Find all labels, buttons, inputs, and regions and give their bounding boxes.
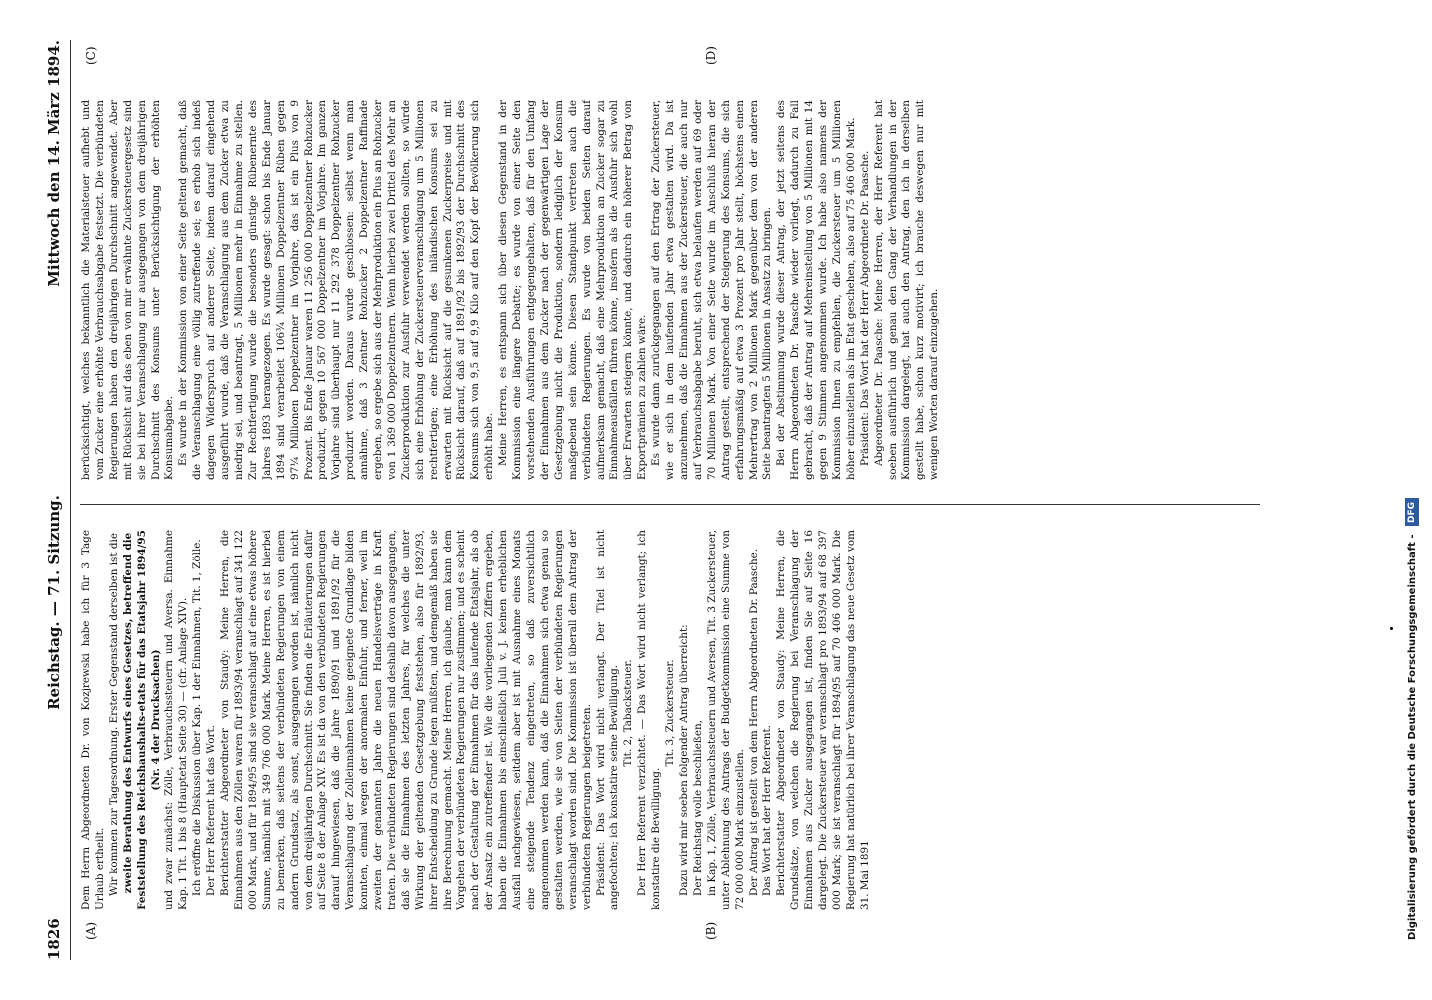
- margin-mark-d: (D): [704, 46, 718, 65]
- motion-line: Der Reichstag wolle beschließen,: [691, 720, 704, 896]
- title-line: Tit. 2, Tabacksteuer.: [622, 659, 635, 767]
- session-date: Mittwoch den 14. März 1894.: [45, 40, 63, 287]
- margin-mark-b: (B): [704, 921, 718, 940]
- paragraph: Es wurde dann zurückgegangen auf den Ertrag der Zuckersteuer, wie er sich in dem laufenden Jahr etwa gestalten wird. Da ist anzunehmen, daß die Einnahmen aus der Zuckersteuer, die auch nur auf Verbrauchsabgabe beruht, sich etwa belaufen werden auf 69 oder 70 Millionen Mark. Von einer Seite wurde im Anschluß hieran der Antrag gestellt, entsprechend der Steigerung des Konsums, die sich erfahrungsmäßig auf etwa 3 Prozent pro Jahr stellt, höchstens einen Mehrertrag von 2 Millionen Mark gegenüber dem von der anderen Seite beantragten 5 Millionen in Ansatz zu bringen.: [650, 100, 774, 480]
- paragraph: Bei der Abstimmung wurde dieser Antrag, der jetzt seitens des Herrn Abgeordneten Dr. Paasche wieder vorliegt, dadurch zu Fall gebracht, daß der Antrag auf Mehreinstellung von 5 Millionen mit 14 gegen 9 Stimmen angenommen wurde. Ich habe also namens der Kommission Ihnen zu empfehlen, die Zuckersteuer um 5 Millionen höher einzustellen als im Etat geschehen, also auf 75 406 000 Mark.: [775, 100, 857, 480]
- header-rule: [70, 40, 71, 960]
- margin-mark-c: (C): [84, 46, 98, 65]
- credit-text: Digitalisierung gefördert durch die Deutsche Forschungsgemeinschaft -: [1406, 534, 1418, 940]
- session-title: Reichstag. — 71. Sitzung.: [45, 495, 63, 710]
- paragraph: Dazu wird mir soeben folgender Antrag überreicht:: [677, 624, 690, 896]
- page-number: 1826: [45, 918, 63, 960]
- paragraph: Es wurde in der Kommission von einer Seite geltend gemacht, daß die Veranschlagung eine völlig zutreffende sei; es erhob sich indeß dagegen Widerspruch auf anderer Seite, indem darauf eingehend ausgeführt wurde, daß die Veranschlagung aus dem Zucker etwa zu niedrig sei, und beantragt, 5 Millionen mehr in Einnahme zu stellen. Zur Rechtfertigung wurde die besonders günstige Rübenernte des Jahres 1893 herangezogen. Es wurde gesagt: schon bis Ende Januar 1894 sind verarbeitet 106¾ Millionen Doppelzentner Rüben gegen 97¼ Millionen Doppelzentner im Vorjahre, das ist ein Plus von 9 Prozent. Bis Ende Januar waren 11 256 000 Doppelzentner Rohzucker produzirt, gegen 10 567 000 Doppelzentner im Vorjahre. Im ganzen Vorjahre sind überhaupt nur 11 292 378 Doppelzentner Rohzucker produzirt worden. Daraus wurde geschlossen: selbst wenn man annähme, daß 3 Zentner Rohzucker 2 Doppelzentner Raffinade ergeben, so ergebe sich aus der Mehrproduktion ein Plus an Rohzucker von 1 369 000 Doppelzentnern. Wenn hierbei zwei Drittel des Mehr an Zuckerproduktion zur Ausfuhr verwendet werden sollten, so würde sich eine Erhöhung der Zuckersteuerveranschlagung um 5 Millionen rechtfertigen; eine Erhöhung des inländischen Konsums sei zu erwarten mit Rücksicht auf die gesunkenen Zuckerpreise und mit Rücksicht darauf, daß auf 1891/92 bis 1892/93 der Durchschnitt des Konsums sich von 9,5 auf 9,9 Kilo auf den Kopf der Bevölkerung sich erhöht habe.: [177, 100, 496, 480]
- column-divider: [80, 504, 1260, 505]
- paragraph: und zwar zunächst: Zölle, Verbrauchssteuern und Aversa. Einnahme Kap. 1 Tit. 1 bis 8 (Hauptetat Seite 30) — (cfr. Anlage XIV).: [163, 530, 190, 910]
- right-column: [80, 100, 1260, 480]
- paragraph: Dem Herrn Abgeordneten Dr. von Kozjrewski habe ich für 3 Tage Urlaub ertheilt.: [80, 530, 106, 910]
- digitization-credit: [1402, 60, 1422, 940]
- stray-mark: [1390, 627, 1393, 630]
- margin-mark-a: (A): [84, 921, 98, 940]
- motion-text: in Kap. 1, Zölle, Verbrauchssteuern und Aversen, Tit. 3 Zuckersteuer, unter Ablehnung des Antrags der Budgetkommission eine Summe von 72 000 000 Mark einzustellen.: [705, 530, 746, 910]
- dfg-logo: DFG: [1405, 498, 1419, 526]
- speech-paragraph: Abgeordneter Dr. Paasche: Meine Herren, der Herr Referent hat soeben ausführlich und genau den Gang der Verhandlungen in der Kommission dargelegt, hat auch den Antrag, den ich in derselben gestellt habe, schon kurz motivirt; ich brauche deswegen nur mit wenigen Worten darauf einzugehen.: [872, 100, 941, 480]
- president-paragraph: Präsident: Das Wort hat der Herr Abgeordnete Dr. Paasche.: [858, 150, 871, 466]
- paragraph: Ich eröffne die Diskussion über Kap. 1 der Einnahmen, Tit. 1, Zölle.: [191, 539, 204, 896]
- paragraph: Meine Herren, es entspann sich über diesen Gegenstand in der Kommission eine längere Debatte; es wurde von einer Seite den vorstehenden Ausführungen entgegengehalten, daß für den Umfang der Einnahmen aus dem Zucker nach der gegenwärtigen Lage der Gesetzgebung nicht die Produktion, sondern lediglich der Konsum maßgebend sein könne. Diesen Standpunkt vertreten auch die verbündeten Regierungen. Es wurde von beiden Seiten darauf aufmerksam gemacht, daß eine Mehrproduktion an Zucker sogar zu Einnahmeausfällen führen könne, insofern als die Ausfuhr sich wohl über Erwarten steigern könnte, und dadurch ein höherer Betrag von Exportprämien zu zahlen wäre.: [497, 100, 649, 480]
- agenda-heading: zweite Berathung des Entwurfs eines Gesetzes, betreffend die Feststellung des Reichshaushalts-etats für das Etatsjahr 1894/95 (Nr. 4 der Drucksachen): [121, 530, 162, 910]
- paragraph: Der Herr Referent verzichtet. — Das Wort wird nicht verlangt; ich konstatire die Bewilligung.: [636, 530, 663, 910]
- speech-paragraph: Berichterstatter Abgeordneter von Staudy: Meine Herren, die Grundsätze, von welchen die Regierung bei Veranschlagung der Einnahmen aus Zucker ausgegangen ist, finden Sie auf Seite 16 dargelegt. Die Zuckersteuer war veranschlagt pro 1893/94 auf 68 397 000 Mark; sie ist veranschlagt für 1894/95 auf 70 406 000 Mark. Die Regierung hat natürlich bei ihrer Veranschlagung das neue Gesetz vom 31. Mai 1891: [775, 530, 871, 910]
- paragraph: Der Antrag ist gestellt von dem Herrn Abgeordneten Dr. Paasche.: [747, 548, 760, 896]
- title-line: Tit. 3, Zuckersteuer.: [664, 659, 677, 767]
- page-header: [40, 40, 68, 960]
- paragraph: Wir kommen zur Tagesordnung. Erster Gegenstand derselben ist die: [107, 533, 120, 896]
- paragraph: Das Wort hat der Herr Referent.: [761, 725, 774, 896]
- president-paragraph: Präsident: Das Wort wird nicht verlangt. Der Titel ist nicht angefochten; ich konstatire seine Bewilligung.: [594, 530, 621, 910]
- paragraph: Der Herr Referent hat das Wort.: [205, 725, 218, 896]
- paragraph: berücksichtigt, welches bekanntlich die Materialsteuer aufhebt und vom Zucker eine erhöhte Verbrauchsabgabe festsetzt. Die verbündeten Regierungen haben den dreijährigen Durchschnitt angewendet. Aber mit Rücksicht auf das eben von mir erwähnte Zuckersteuergesetz sind sie bei ihrer Veranschlagung nur ausgegangen von dem dreijährigen Durchschnitt des Konsums unter Berücksichtigung der erhöhten Konsumabgabe.: [80, 100, 176, 480]
- speech-paragraph: Berichterstatter Abgeordneter von Staudy: Meine Herren, die Einnahmen aus den Zöllen waren für 1893/94 veranschlagt auf 341 122 000 Mark, und für 1894/95 sind sie veranschlagt auf eine etwas höhere Summe, nämlich mit 349 706 000 Mark. Meine Herren, es ist hierbei zu bemerken, daß seitens der verbündeten Regierungen von einem andern Grundsatz, als sonst, ausgegangen worden ist, nämlich nicht von dem dreijährigen Durchschnitt. Sie finden die Erläuterungen dafür auf Seite 8 der Anlage XIV. Es ist da von den verbündeten Regierungen darauf hingewiesen, daß die Jahre 1890/91 und 1891/92 für die Veranschlagung der Zolleinnahmen keine geeignete Grundlage bilden konnten, einmal wegen der anormalen Einfuhr, und ferner, weil im zweiten der genannten Jahre die neuen Handelsverträge in Kraft traten. Die verbündeten Regierungen sind deshalb davon ausgegangen, daß sie die Einnahmen des letzten Jahres, für welches die unter Wirkung der geltenden Gesetzgebung feststehen, also für 1892/93, ihrer Entscheidung zu Grunde legen müßten, und demgemäß haben sie ihre Berechnung gemacht. Meine Herren, ich glaube, man kann dem Vorgehen der verbündeten Regierungen nur zustimmen; und es scheint nach der Gestaltung der Einnahmen für das laufende Etatsjahr, als ob der Ansatz ein zutreffender ist. Wie die vorliegenden Ziffern ergeben, haben die Einnahmen bis einschließlich Juli v. J. keinen erheblichen Ausfall nachgewiesen, seitdem aber ist mit Ausnahme eines Monats eine steigende Tendenz eingetreten, so daß zuversichtlich angenommen werden kann, daß die Einnahmen sich etwa genau so gestalten werden, wie sie von Seiten der verbündeten Regierungen veranschlagt worden sind. Die Kommission ist überall dem Antrag der verbündeten Regierungen beigetreten.: [219, 530, 593, 910]
- left-column: [80, 530, 1260, 910]
